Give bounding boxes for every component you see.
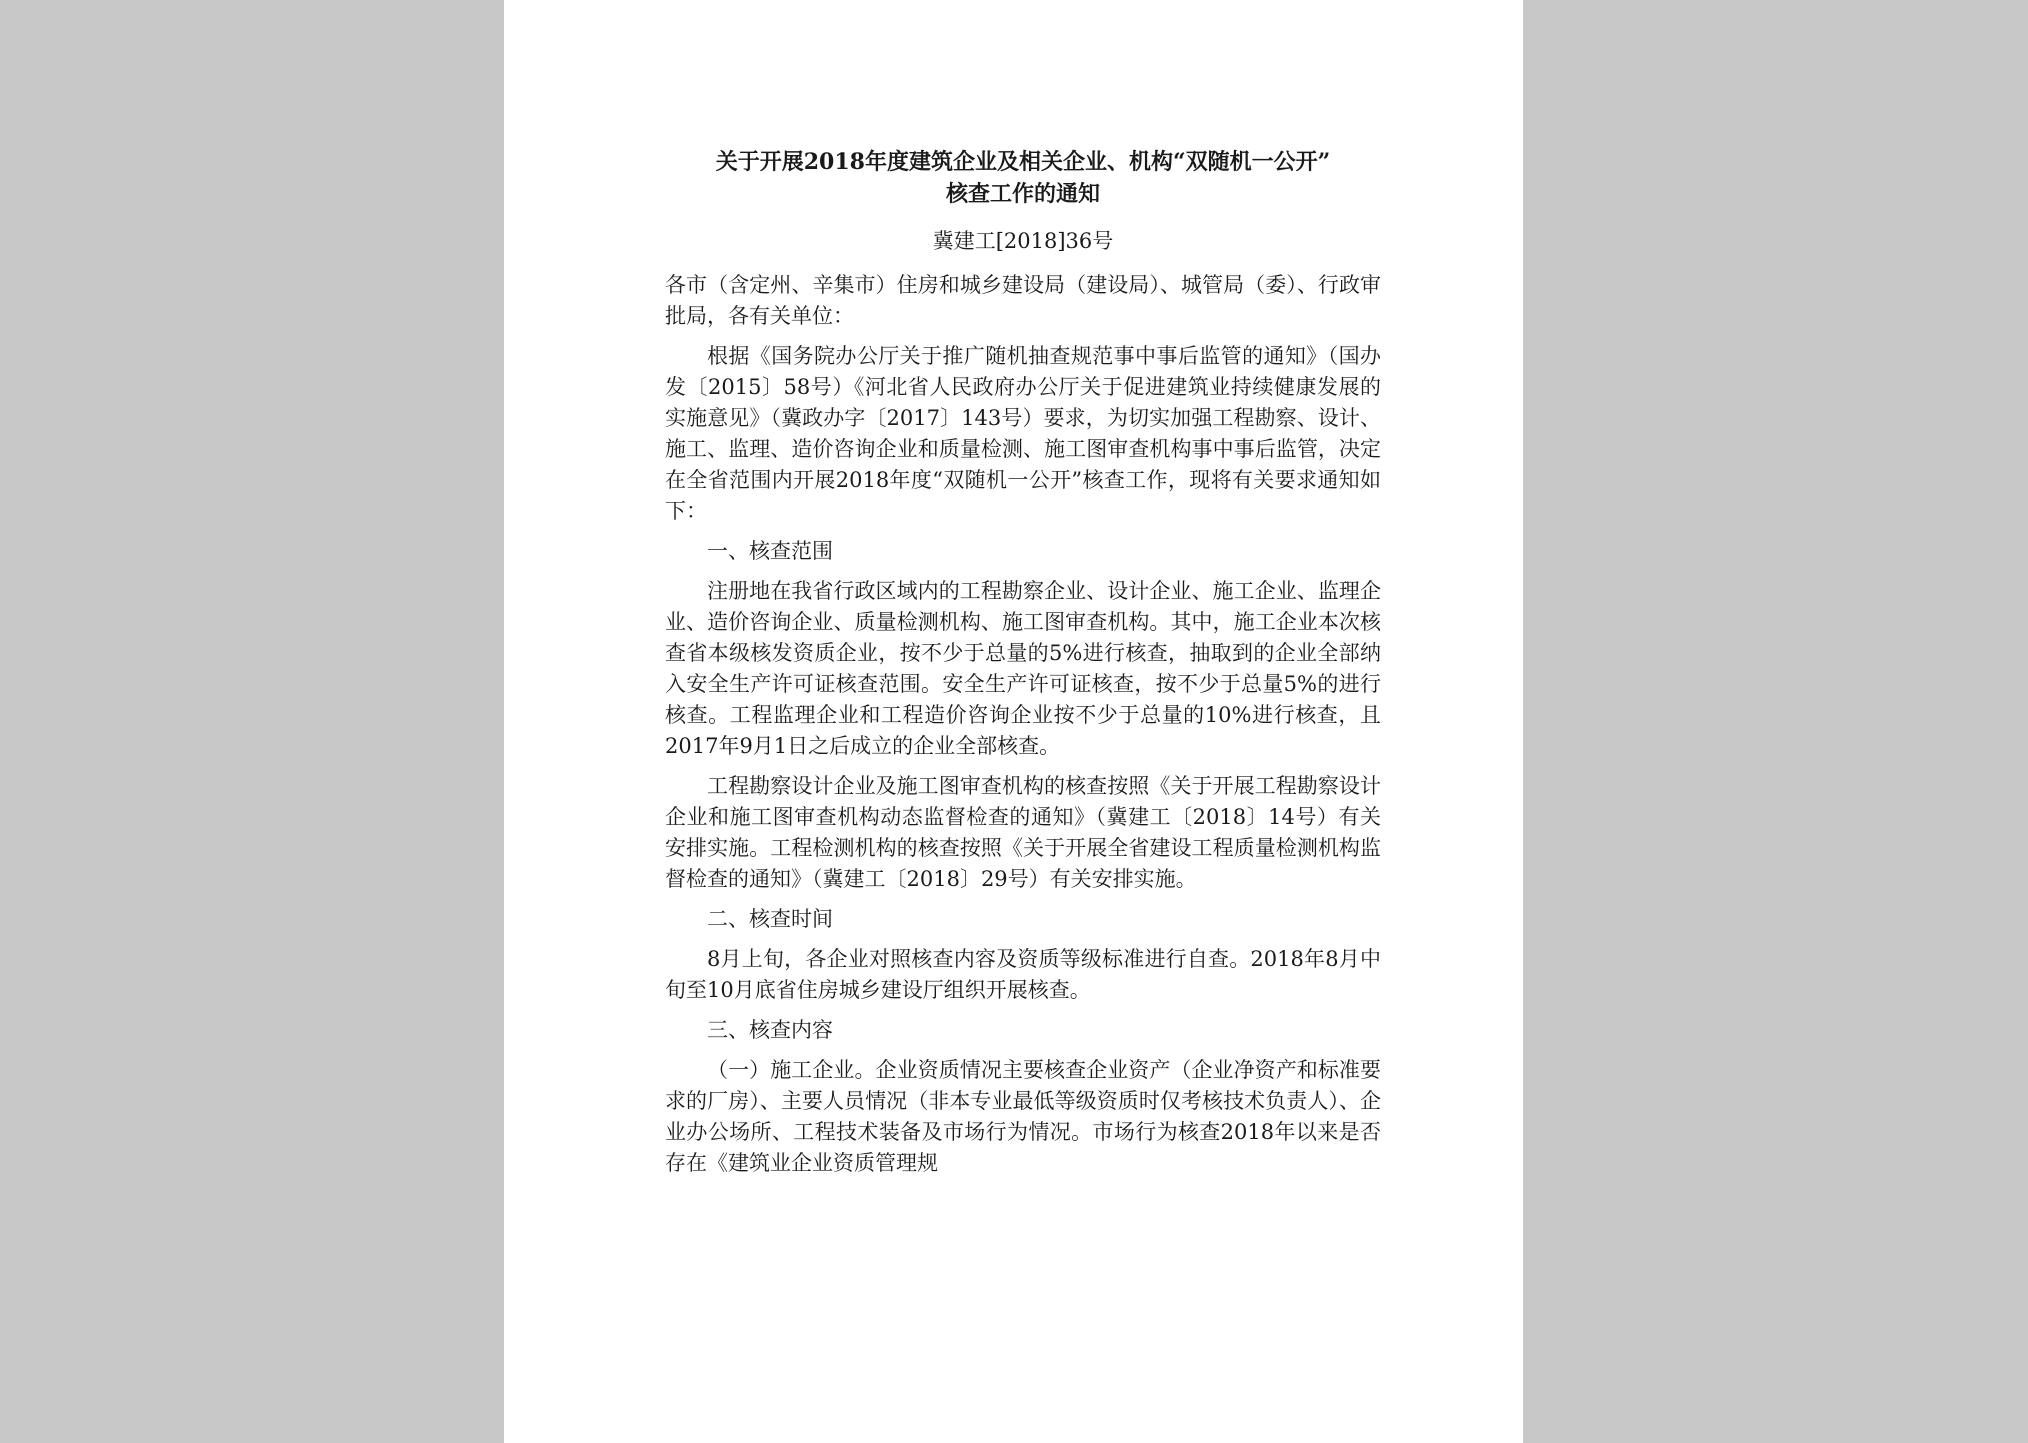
addressee-paragraph: 各市（含定州、辛集市）住房和城乡建设局（建设局）、城管局（委）、行政审批局，各有关单位： [665,273,1381,328]
section1-paragraph-1: 注册地在我省行政区域内的工程勘察企业、设计企业、施工企业、监理企业、造价咨询企业、质量检测机构、施工图审查机构。其中，施工企业本次核查省本级核发资质企业，按不少于总量的5%进行核查，抽取到的企业全部纳入安全生产许可证核查范围。安全生产许可证核查，按不少于总量5%的进行核查。工程监理企业和工程造价咨询企业按不少于总量的10%进行核查，且2017年9月1日之后成立的企业全部核查。 [665,579,1381,758]
document-page [504,0,1523,1443]
section1-heading: 一、核查范围 [707,539,833,563]
section3-heading: 三、核查内容 [707,1018,833,1042]
section2-paragraph: 8月上旬，各企业对照核查内容及资质等级标准进行自查。2018年8月中旬至10月底省住房城乡建设厅组织开展核查。 [665,947,1381,1002]
section1-paragraph-2: 工程勘察设计企业及施工图审查机构的核查按照《关于开展工程勘察设计企业和施工图审查机构动态监督检查的通知》（冀建工〔2018〕14号）有关安排实施。工程检测机构的核查按照《关于开展全省建设工程质量检测机构监督检查的通知》（冀建工〔2018〕29号）有关安排实施。 [665,774,1381,891]
intro-paragraph: 根据《国务院办公厅关于推广随机抽查规范事中事后监管的通知》（国办发〔2015〕58号）《河北省人民政府办公厅关于促进建筑业持续健康发展的实施意见》（冀政办字〔2017〕143号）要求，为切实加强工程勘察、设计、施工、监理、造价咨询企业和质量检测、施工图审查机构事中事后监管，决定在全省范围内开展2018年度“双随机一公开”核查工作，现将有关要求通知如下： [665,344,1381,523]
section3-paragraph-1: （一）施工企业。企业资质情况主要核查企业资产（企业净资产和标准要求的厂房）、主要人员情况（非本专业最低等级资质时仅考核技术负责人）、企业办公场所、工程技术装备及市场行为情况。市场行为核查2018年以来是否存在《建筑业企业资质管理规 [665,1058,1381,1175]
section2-heading: 二、核查时间 [707,907,833,931]
document-title-line1: 关于开展2018年度建筑企业及相关企业、机构“双随机一公开” [715,149,1331,175]
document-title-line2: 核查工作的通知 [945,181,1100,207]
document-number: 冀建工[2018]36号 [932,229,1114,253]
document-body [665,146,1381,1188]
